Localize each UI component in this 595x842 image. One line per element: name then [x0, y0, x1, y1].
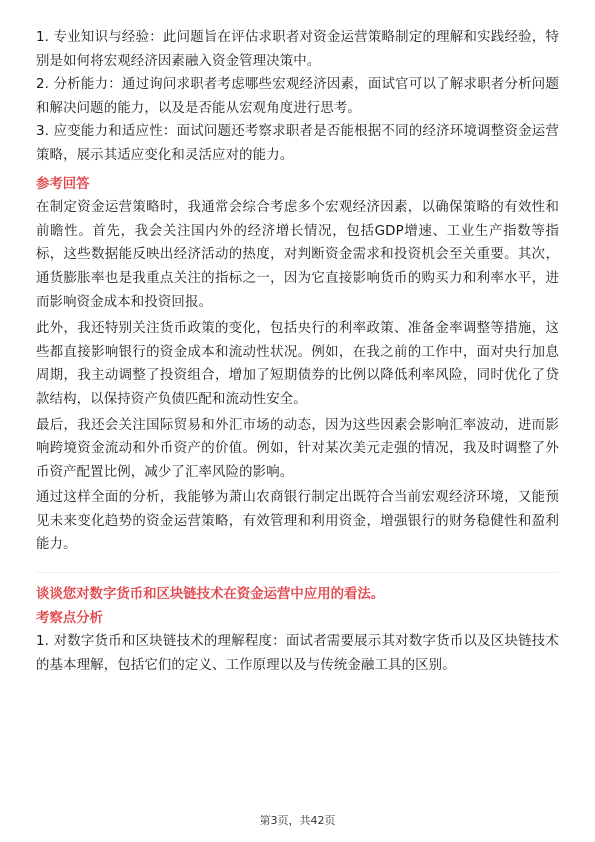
- question-title: 谈谈您对数字货币和区块链技术在资金运营中应用的看法。: [36, 587, 385, 603]
- analysis-item-2: 2. 分析能力：通过询问求职者考虑哪些宏观经济因素，面试官可以了解求职者分析问题和解决问题的能力，以及是否能从宏观角度进行思考。: [36, 77, 559, 116]
- analysis-list-bottom: [36, 630, 559, 677]
- answer-paragraph-2: 此外，我还特别关注货币政策的变化，包括央行的利率政策、准备金率调整等措施，这些都直接影响银行的资金成本和流动性状况。例如，在我之前的工作中，面对央行加息周期，我主动调整了投资组合，增加了短期债券的比例以降低利率风险，同时优化了贷款结构，以保持资产负债匹配和流动性安全。: [36, 321, 559, 407]
- section-divider: [36, 572, 559, 573]
- analysis-item-bottom-1: 1. 对数字货币和区块链技术的理解程度：面试者需要展示其对数字货币以及区块链技术的基本理解，包括它们的定义、工作原理以及与传统金融工具的区别。: [36, 634, 559, 673]
- analysis-list-top: [36, 26, 559, 168]
- answer-heading: 参考回答: [36, 176, 90, 192]
- analysis-heading: 考察点分析: [36, 610, 103, 626]
- page-content: [36, 26, 559, 677]
- answer-paragraph-1: 在制定资金运营策略时，我通常会综合考虑多个宏观经济因素，以确保策略的有效性和前瞻性。首先，我会关注国内外的经济增长情况，包括GDP增速、工业生产指数等指标，这些数据能反映出经济活动的热度，对判断资金需求和投资机会至关重要。其次，通货膨胀率也是我重点关注的指标之一，因为它直接影响货币的购买力和利率水平，进而影响资金成本和投资回报。: [36, 200, 559, 310]
- page-footer: 第3页，共42页: [259, 814, 336, 827]
- analysis-item-1: 1. 专业知识与经验：此问题旨在评估求职者对资金运营策略制定的理解和实践经验，特别是如何将宏观经济因素融入资金管理决策中。: [36, 30, 559, 69]
- answer-body: [36, 196, 559, 557]
- answer-paragraph-3: 最后，我还会关注国际贸易和外汇市场的动态，因为这些因素会影响汇率波动，进而影响跨境资金流动和外币资产的价值。例如，针对某次美元走强的情况，我及时调整了外币资产配置比例，减少了汇率风险的影响。: [36, 417, 559, 480]
- analysis-item-3: 3. 应变能力和适应性：面试问题还考察求职者是否能根据不同的经济环境调整资金运营策略，展示其适应变化和灵活应对的能力。: [36, 124, 559, 163]
- answer-paragraph-4: 通过这样全面的分析，我能够为萧山农商银行制定出既符合当前宏观经济环境，又能预见未来变化趋势的资金运营策略，有效管理和利用资金，增强银行的财务稳健性和盈利能力。: [36, 490, 559, 553]
